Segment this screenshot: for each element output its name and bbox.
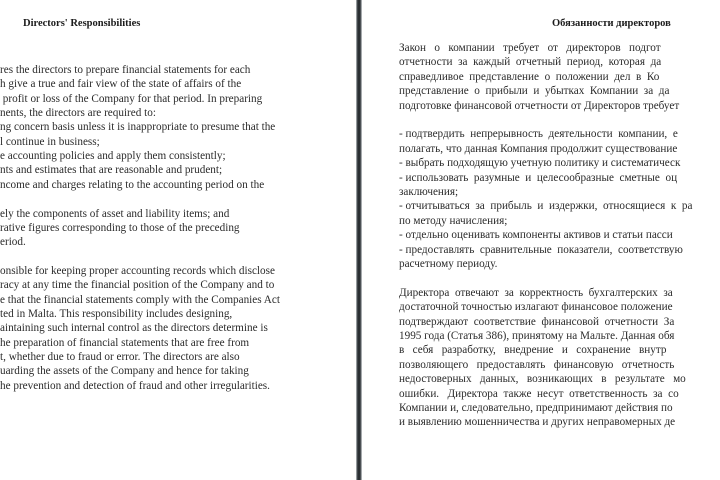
text-line: t, whether due to fraud or error. The directors are also <box>0 351 240 363</box>
text-line: - отдельно оценивать компоненты активов и статьи пасси <box>399 229 673 242</box>
text-line: справедливое представление о положении дел в Ко <box>399 70 660 83</box>
russian-document-page <box>362 0 720 480</box>
text-line: - выбрать подходящую учетную политику и систематическ <box>399 157 681 170</box>
text-line: 1995 года (Статья 386), принятому на Мальте. Данная обя <box>399 330 675 342</box>
text-line: nents, the directors are required to: <box>0 107 156 120</box>
text-line: profit or loss of the Company for that period. In preparing <box>0 92 263 105</box>
english-document-page <box>0 0 357 480</box>
russian-heading: Обязанности директоров <box>552 18 671 29</box>
text-line: по методу начисления; <box>399 214 508 227</box>
text-line: racy at any time the financial position of the Company and to <box>0 279 275 292</box>
english-heading: Directors' Responsibilities <box>23 18 141 29</box>
text-line: отчетности за каждый отчетный период, которая да <box>399 56 662 69</box>
text-line: rative figures corresponding to those of the preceding <box>0 221 240 234</box>
text-line: Компании и, следовательно, предпринимают действия по <box>399 402 673 414</box>
text-line: полагать, что данная Компания продолжит существование <box>399 142 678 155</box>
text-line: uarding the assets of the Company and hence for taking <box>0 365 249 378</box>
text-line: ely the components of asset and liability items; and <box>0 207 230 220</box>
text-line: aintaining such internal control as the directors determine is <box>0 322 268 335</box>
text-line: - использовать разумные и целесообразные сметные оц <box>399 171 678 184</box>
text-line: и выявлению мошенничества и других неправомерных де <box>399 416 676 429</box>
text-line: l continue in business; <box>0 135 100 148</box>
text-line: e that the financial statements comply with the Companies Act <box>0 293 280 306</box>
text-line: подготовке финансовой отчетности от Директоров требует <box>399 99 680 112</box>
text-line: позволяющего предоставлять финансовую отчетность <box>399 358 675 371</box>
text-line: Директора отвечают за корректность бухгалтерских за <box>399 286 673 299</box>
text-line: he preparation of financial statements that are free from <box>0 336 250 349</box>
text-line: nts and estimates that are reasonable and prudent; <box>0 164 223 177</box>
text-line: h give a true and fair view of the state of affairs of the <box>0 78 242 91</box>
text-line: e accounting policies and apply them consistently; <box>0 150 226 163</box>
text-line: расчетному периоду. <box>399 258 498 270</box>
text-line: ng concern basis unless it is inappropriate to presume that the <box>0 121 276 134</box>
text-line: onsible for keeping proper accounting records which disclose <box>0 264 275 277</box>
text-line: достаточной точностью излагают финансовое положение <box>399 301 673 314</box>
text-line: в себя разработку, внедрение и сохранение внутр <box>399 344 667 357</box>
text-line: he prevention and detection of fraud and other irregularities. <box>0 379 270 392</box>
text-line: - отчитываться за прибыль и издержки, относящиеся к ра <box>399 200 693 213</box>
text-line: - подтвердить непрерывность деятельности компании, е <box>399 128 678 141</box>
text-line: представление о прибыли и убытках Компании за да <box>399 85 670 98</box>
text-line: ошибки. Директора также несут ответственность за со <box>399 387 679 400</box>
text-line: недостоверных данных, возникающих в результате мо <box>399 373 686 386</box>
text-line: ted in Malta. This responsibility includes designing, <box>0 307 233 320</box>
text-line: res the directors to prepare financial statements for each <box>0 64 251 76</box>
text-line: eriod. <box>0 236 26 249</box>
text-line: Закон о компании требует от директоров подгот <box>399 42 661 54</box>
text-line: заключения; <box>399 186 459 198</box>
text-line: ncome and charges relating to the accounting period on the <box>0 178 265 191</box>
text-line: - предоставлять сравнительные показатели, соответствую <box>399 243 683 256</box>
text-line: подтверждают соответствие финансовой отчетности За <box>399 315 675 328</box>
